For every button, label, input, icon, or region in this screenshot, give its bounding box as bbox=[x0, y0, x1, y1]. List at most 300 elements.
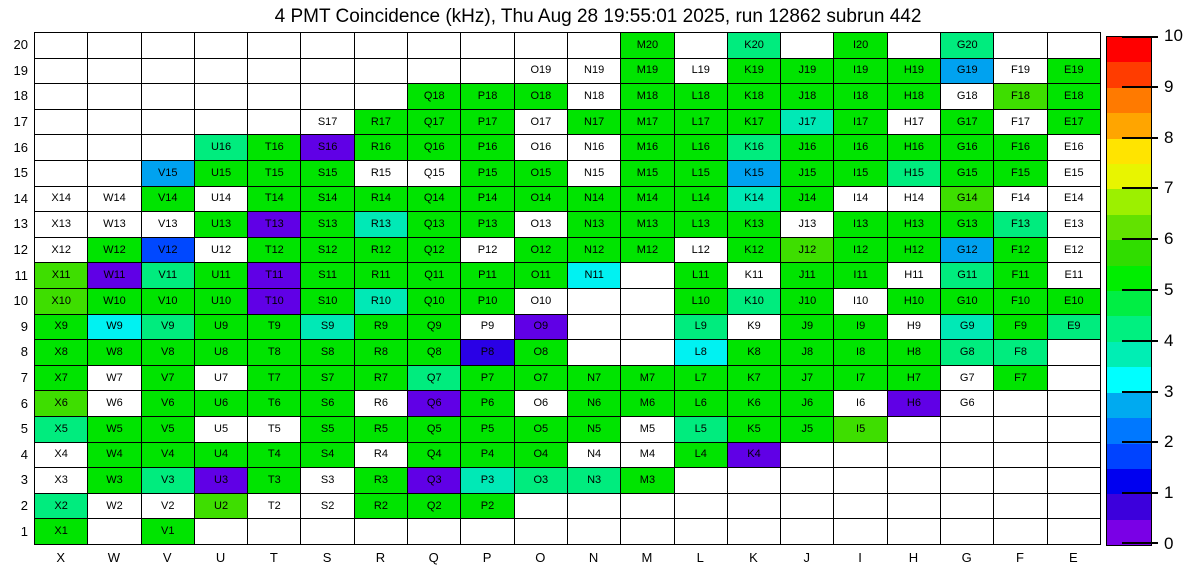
heatmap-cell-empty bbox=[195, 84, 248, 110]
x-axis-label: X bbox=[56, 549, 65, 565]
heatmap-cell-empty bbox=[1048, 33, 1101, 59]
x-axis-label: R bbox=[375, 549, 386, 565]
heatmap-cell: T6 bbox=[248, 391, 301, 417]
heatmap-cell-empty bbox=[88, 519, 141, 545]
heatmap-cell: R12 bbox=[355, 238, 408, 264]
heatmap-cell: I5 bbox=[834, 417, 887, 443]
heatmap-cell: L11 bbox=[675, 263, 728, 289]
heatmap-cell: G11 bbox=[941, 263, 994, 289]
heatmap-cell: E9 bbox=[1048, 315, 1101, 341]
y-axis-label: 6 bbox=[20, 395, 28, 411]
colorbar-tick-label: 0 bbox=[1164, 534, 1174, 553]
heatmap-cell: R4 bbox=[355, 443, 408, 469]
heatmap-cell-empty bbox=[248, 110, 301, 136]
heatmap-cell-empty bbox=[88, 33, 141, 59]
heatmap-cell: U10 bbox=[195, 289, 248, 315]
heatmap-cell: J16 bbox=[781, 135, 834, 161]
heatmap-cell-empty bbox=[88, 161, 141, 187]
heatmap-cell: J7 bbox=[781, 366, 834, 392]
heatmap-cell: F16 bbox=[994, 135, 1047, 161]
heatmap-cell: P16 bbox=[461, 135, 514, 161]
heatmap-cell: G13 bbox=[941, 212, 994, 238]
heatmap-cell-empty bbox=[994, 417, 1047, 443]
colorbar-band bbox=[1107, 444, 1151, 469]
colorbar-band bbox=[1107, 62, 1151, 87]
heatmap-cell: K15 bbox=[728, 161, 781, 187]
heatmap-cell-empty bbox=[1048, 391, 1101, 417]
heatmap-cell: P17 bbox=[461, 110, 514, 136]
heatmap-cell-empty bbox=[994, 468, 1047, 494]
y-axis-label: 10 bbox=[13, 293, 28, 309]
heatmap-cell: Q13 bbox=[408, 212, 461, 238]
x-axis-label: H bbox=[908, 549, 919, 565]
y-axis-label: 9 bbox=[20, 318, 28, 334]
heatmap-cell: R16 bbox=[355, 135, 408, 161]
heatmap-cell: K5 bbox=[728, 417, 781, 443]
heatmap-cell: P8 bbox=[461, 340, 514, 366]
heatmap-cell-empty bbox=[355, 519, 408, 545]
heatmap-cell: G14 bbox=[941, 187, 994, 213]
heatmap-cell: N11 bbox=[568, 263, 621, 289]
heatmap-cell: V1 bbox=[142, 519, 195, 545]
heatmap-cell: K17 bbox=[728, 110, 781, 136]
heatmap-cell-empty bbox=[88, 59, 141, 85]
heatmap-cell: Q7 bbox=[408, 366, 461, 392]
heatmap-cell: T10 bbox=[248, 289, 301, 315]
heatmap-cell: E10 bbox=[1048, 289, 1101, 315]
heatmap-cell: I10 bbox=[834, 289, 887, 315]
heatmap-cell: Q17 bbox=[408, 110, 461, 136]
heatmap-cell: N5 bbox=[568, 417, 621, 443]
heatmap-cell: O3 bbox=[515, 468, 568, 494]
heatmap-cell: V7 bbox=[142, 366, 195, 392]
heatmap-cell: N14 bbox=[568, 187, 621, 213]
colorbar-tick-label: 5 bbox=[1164, 280, 1174, 299]
colorbar-band bbox=[1107, 215, 1151, 240]
colorbar-tick-label: 8 bbox=[1164, 127, 1174, 147]
heatmap-cell-empty bbox=[888, 468, 941, 494]
heatmap-cell-empty bbox=[88, 135, 141, 161]
colorbar-band bbox=[1107, 291, 1151, 316]
heatmap-cell-empty bbox=[621, 289, 674, 315]
heatmap-cell: U11 bbox=[195, 263, 248, 289]
heatmap-cell: H7 bbox=[888, 366, 941, 392]
heatmap-cell: I6 bbox=[834, 391, 887, 417]
heatmap-cell: F9 bbox=[994, 315, 1047, 341]
heatmap-grid bbox=[34, 32, 1101, 545]
heatmap-cell-empty bbox=[834, 443, 887, 469]
colorbar-band bbox=[1107, 469, 1151, 494]
heatmap-cell: V14 bbox=[142, 187, 195, 213]
x-axis bbox=[34, 547, 1100, 567]
heatmap-cell: I12 bbox=[834, 238, 887, 264]
colorbar-tick-label: 3 bbox=[1164, 381, 1174, 401]
heatmap-cell: L7 bbox=[675, 366, 728, 392]
colorbar-band bbox=[1107, 393, 1151, 418]
heatmap-cell: P18 bbox=[461, 84, 514, 110]
colorbar-band bbox=[1107, 139, 1151, 164]
heatmap-cell: O15 bbox=[515, 161, 568, 187]
heatmap-cell: P13 bbox=[461, 212, 514, 238]
x-axis-label: N bbox=[588, 549, 599, 565]
colorbar-band bbox=[1107, 189, 1151, 214]
y-axis bbox=[0, 32, 28, 544]
heatmap-cell: M3 bbox=[621, 468, 674, 494]
heatmap-cell: X14 bbox=[35, 187, 88, 213]
x-axis-label: U bbox=[215, 549, 226, 565]
heatmap-cell-empty bbox=[515, 494, 568, 520]
heatmap-cell: P14 bbox=[461, 187, 514, 213]
heatmap-cell-empty bbox=[1048, 340, 1101, 366]
heatmap-cell: X1 bbox=[35, 519, 88, 545]
heatmap-cell: S9 bbox=[301, 315, 354, 341]
heatmap-cell-empty bbox=[781, 468, 834, 494]
heatmap-cell: K12 bbox=[728, 238, 781, 264]
heatmap-cell: W3 bbox=[88, 468, 141, 494]
heatmap-cell-empty bbox=[675, 33, 728, 59]
heatmap-cell: T13 bbox=[248, 212, 301, 238]
heatmap-cell: P3 bbox=[461, 468, 514, 494]
heatmap-cell-empty bbox=[621, 340, 674, 366]
heatmap-cell: U4 bbox=[195, 443, 248, 469]
heatmap-cell: X5 bbox=[35, 417, 88, 443]
colorbar-tick-label: 1 bbox=[1164, 483, 1174, 503]
heatmap-cell: L10 bbox=[675, 289, 728, 315]
heatmap-cell: O19 bbox=[515, 59, 568, 85]
heatmap-cell: U15 bbox=[195, 161, 248, 187]
heatmap-cell: H8 bbox=[888, 340, 941, 366]
heatmap-cell: R14 bbox=[355, 187, 408, 213]
y-axis-label: 4 bbox=[20, 446, 28, 462]
heatmap-cell: J12 bbox=[781, 238, 834, 264]
heatmap-cell: S11 bbox=[301, 263, 354, 289]
heatmap-cell: V9 bbox=[142, 315, 195, 341]
x-axis-label: W bbox=[107, 549, 121, 565]
heatmap-cell-empty bbox=[994, 519, 1047, 545]
heatmap-cell: I20 bbox=[834, 33, 887, 59]
heatmap-cell: M16 bbox=[621, 135, 674, 161]
heatmap-cell: N7 bbox=[568, 366, 621, 392]
heatmap-cell-empty bbox=[888, 33, 941, 59]
heatmap-cell-empty bbox=[941, 417, 994, 443]
heatmap-cell-empty bbox=[994, 443, 1047, 469]
colorbar-tick-label: 6 bbox=[1164, 229, 1174, 249]
heatmap-cell: P5 bbox=[461, 417, 514, 443]
heatmap-cell: R9 bbox=[355, 315, 408, 341]
heatmap-cell: R11 bbox=[355, 263, 408, 289]
heatmap-cell: T8 bbox=[248, 340, 301, 366]
heatmap-cell: P2 bbox=[461, 494, 514, 520]
heatmap-cell: M12 bbox=[621, 238, 674, 264]
heatmap-cell: T2 bbox=[248, 494, 301, 520]
chart-title: 4 PMT Coincidence (kHz), Thu Aug 28 19:55:01 2025, run 12862 subrun 442 bbox=[274, 6, 922, 27]
heatmap-cell-empty bbox=[941, 443, 994, 469]
heatmap-cell-empty bbox=[675, 519, 728, 545]
heatmap-cell: G9 bbox=[941, 315, 994, 341]
heatmap-cell: O16 bbox=[515, 135, 568, 161]
heatmap-cell-empty bbox=[248, 59, 301, 85]
heatmap-cell: S17 bbox=[301, 110, 354, 136]
heatmap-cell: X8 bbox=[35, 340, 88, 366]
heatmap-cell: Q18 bbox=[408, 84, 461, 110]
heatmap-cell: X10 bbox=[35, 289, 88, 315]
heatmap-cell: O10 bbox=[515, 289, 568, 315]
x-axis-label: K bbox=[749, 549, 758, 565]
heatmap-cell: R10 bbox=[355, 289, 408, 315]
heatmap-cell: J9 bbox=[781, 315, 834, 341]
heatmap-cell: K6 bbox=[728, 391, 781, 417]
heatmap-cell: U2 bbox=[195, 494, 248, 520]
heatmap-cell: L16 bbox=[675, 135, 728, 161]
heatmap-cell: L12 bbox=[675, 238, 728, 264]
heatmap-cell-empty bbox=[142, 33, 195, 59]
heatmap-cell: W9 bbox=[88, 315, 141, 341]
heatmap-cell-empty bbox=[568, 33, 621, 59]
heatmap-cell: H13 bbox=[888, 212, 941, 238]
heatmap-cell: G7 bbox=[941, 366, 994, 392]
heatmap-cell: O13 bbox=[515, 212, 568, 238]
heatmap-cell: E17 bbox=[1048, 110, 1101, 136]
x-axis-label: I bbox=[858, 549, 862, 565]
heatmap-cell: F12 bbox=[994, 238, 1047, 264]
heatmap-cell: M14 bbox=[621, 187, 674, 213]
heatmap-cell: T9 bbox=[248, 315, 301, 341]
heatmap-cell: I13 bbox=[834, 212, 887, 238]
colorbar-tick-label: 2 bbox=[1164, 432, 1174, 452]
heatmap-cell: G8 bbox=[941, 340, 994, 366]
heatmap-cell: H17 bbox=[888, 110, 941, 136]
heatmap-cell: K19 bbox=[728, 59, 781, 85]
heatmap-cell-empty bbox=[888, 494, 941, 520]
heatmap-cell: R2 bbox=[355, 494, 408, 520]
x-axis-label: J bbox=[803, 549, 811, 565]
heatmap-cell-empty bbox=[142, 59, 195, 85]
heatmap-cell-empty bbox=[355, 59, 408, 85]
heatmap-cell: L14 bbox=[675, 187, 728, 213]
colorbar-band bbox=[1107, 113, 1151, 138]
heatmap-cell: U5 bbox=[195, 417, 248, 443]
y-axis-label: 11 bbox=[14, 267, 28, 283]
heatmap-cell: Q11 bbox=[408, 263, 461, 289]
colorbar-band bbox=[1107, 88, 1151, 113]
heatmap-cell-empty bbox=[301, 84, 354, 110]
heatmap-cell: P15 bbox=[461, 161, 514, 187]
heatmap-cell: J10 bbox=[781, 289, 834, 315]
heatmap-cell: J13 bbox=[781, 212, 834, 238]
heatmap-cell-empty bbox=[142, 135, 195, 161]
heatmap-cell: W8 bbox=[88, 340, 141, 366]
heatmap-cell: O12 bbox=[515, 238, 568, 264]
colorbar-tick-label: 10 bbox=[1164, 26, 1183, 45]
heatmap-cell: S15 bbox=[301, 161, 354, 187]
y-axis-label: 13 bbox=[13, 216, 28, 232]
heatmap-cell: H14 bbox=[888, 187, 941, 213]
colorbar-band bbox=[1107, 266, 1151, 291]
colorbar-band bbox=[1107, 520, 1151, 545]
colorbar-tick-label: 4 bbox=[1164, 330, 1174, 350]
heatmap-cell: X4 bbox=[35, 443, 88, 469]
heatmap-cell-empty bbox=[408, 519, 461, 545]
heatmap-cell-empty bbox=[941, 519, 994, 545]
heatmap-cell-empty bbox=[35, 59, 88, 85]
heatmap-cell-empty bbox=[834, 468, 887, 494]
heatmap-cell: R8 bbox=[355, 340, 408, 366]
heatmap-cell: M13 bbox=[621, 212, 674, 238]
heatmap-cell: M20 bbox=[621, 33, 674, 59]
heatmap-cell-empty bbox=[994, 494, 1047, 520]
heatmap-cell: J17 bbox=[781, 110, 834, 136]
heatmap-cell: I16 bbox=[834, 135, 887, 161]
colorbar bbox=[1106, 36, 1152, 546]
heatmap-cell: E18 bbox=[1048, 84, 1101, 110]
heatmap-cell-empty bbox=[195, 519, 248, 545]
heatmap-cell: F18 bbox=[994, 84, 1047, 110]
heatmap-cell: N16 bbox=[568, 135, 621, 161]
heatmap-cell: Q10 bbox=[408, 289, 461, 315]
heatmap-cell-empty bbox=[621, 494, 674, 520]
heatmap-cell-empty bbox=[195, 110, 248, 136]
heatmap-cell: L4 bbox=[675, 443, 728, 469]
heatmap-cell: Q2 bbox=[408, 494, 461, 520]
heatmap-cell: F11 bbox=[994, 263, 1047, 289]
heatmap-cell: N18 bbox=[568, 84, 621, 110]
heatmap-cell: K11 bbox=[728, 263, 781, 289]
heatmap-cell: S14 bbox=[301, 187, 354, 213]
heatmap-cell: E12 bbox=[1048, 238, 1101, 264]
heatmap-cell: U9 bbox=[195, 315, 248, 341]
heatmap-cell: X9 bbox=[35, 315, 88, 341]
y-axis-label: 18 bbox=[13, 88, 28, 104]
heatmap-cell: G19 bbox=[941, 59, 994, 85]
heatmap-cell: R3 bbox=[355, 468, 408, 494]
heatmap-cell: V15 bbox=[142, 161, 195, 187]
heatmap-cell: H19 bbox=[888, 59, 941, 85]
heatmap-cell: W6 bbox=[88, 391, 141, 417]
heatmap-cell: I14 bbox=[834, 187, 887, 213]
heatmap-cell: H9 bbox=[888, 315, 941, 341]
heatmap-cell: X6 bbox=[35, 391, 88, 417]
heatmap-cell-empty bbox=[301, 519, 354, 545]
y-axis-label: 1 bbox=[20, 523, 28, 539]
heatmap-cell: W5 bbox=[88, 417, 141, 443]
heatmap-cell: I15 bbox=[834, 161, 887, 187]
heatmap-cell: M19 bbox=[621, 59, 674, 85]
heatmap-cell: U3 bbox=[195, 468, 248, 494]
heatmap-cell-empty bbox=[728, 468, 781, 494]
heatmap-cell: N15 bbox=[568, 161, 621, 187]
heatmap-cell: W11 bbox=[88, 263, 141, 289]
heatmap-cell: W10 bbox=[88, 289, 141, 315]
heatmap-cell-empty bbox=[88, 110, 141, 136]
heatmap-cell: S7 bbox=[301, 366, 354, 392]
y-axis-label: 12 bbox=[13, 242, 28, 258]
heatmap-cell: M18 bbox=[621, 84, 674, 110]
heatmap-cell: L15 bbox=[675, 161, 728, 187]
heatmap-cell: L17 bbox=[675, 110, 728, 136]
heatmap-cell: I19 bbox=[834, 59, 887, 85]
heatmap-cell-empty bbox=[355, 84, 408, 110]
heatmap-cell: I18 bbox=[834, 84, 887, 110]
heatmap-cell: M4 bbox=[621, 443, 674, 469]
heatmap-cell: K20 bbox=[728, 33, 781, 59]
colorbar-band bbox=[1107, 164, 1151, 189]
heatmap-cell-empty bbox=[675, 468, 728, 494]
heatmap-cell: P10 bbox=[461, 289, 514, 315]
heatmap-cell: I11 bbox=[834, 263, 887, 289]
heatmap-cell: N13 bbox=[568, 212, 621, 238]
heatmap-cell: E15 bbox=[1048, 161, 1101, 187]
heatmap-cell: O4 bbox=[515, 443, 568, 469]
heatmap-cell: V5 bbox=[142, 417, 195, 443]
heatmap-cell: G6 bbox=[941, 391, 994, 417]
heatmap-cell: W7 bbox=[88, 366, 141, 392]
heatmap-cell: J14 bbox=[781, 187, 834, 213]
heatmap-cell: K9 bbox=[728, 315, 781, 341]
heatmap-cell-empty bbox=[142, 84, 195, 110]
heatmap-cell: I8 bbox=[834, 340, 887, 366]
y-axis-label: 20 bbox=[13, 37, 28, 53]
heatmap-cell: F13 bbox=[994, 212, 1047, 238]
heatmap-cell-empty bbox=[781, 443, 834, 469]
heatmap-cell: O14 bbox=[515, 187, 568, 213]
heatmap-cell: G20 bbox=[941, 33, 994, 59]
heatmap-cell: P11 bbox=[461, 263, 514, 289]
heatmap-cell: S6 bbox=[301, 391, 354, 417]
heatmap-cell-empty bbox=[568, 315, 621, 341]
heatmap-cell: Q3 bbox=[408, 468, 461, 494]
heatmap-cell-empty bbox=[568, 519, 621, 545]
heatmap-cell: E16 bbox=[1048, 135, 1101, 161]
heatmap-cell: T12 bbox=[248, 238, 301, 264]
heatmap-cell: E13 bbox=[1048, 212, 1101, 238]
heatmap-cell-empty bbox=[461, 519, 514, 545]
heatmap-cell: M17 bbox=[621, 110, 674, 136]
heatmap-cell: V10 bbox=[142, 289, 195, 315]
heatmap-cell: E14 bbox=[1048, 187, 1101, 213]
heatmap-cell: K16 bbox=[728, 135, 781, 161]
heatmap-cell: J19 bbox=[781, 59, 834, 85]
heatmap-cell: S8 bbox=[301, 340, 354, 366]
heatmap-cell-empty bbox=[888, 417, 941, 443]
heatmap-cell: V2 bbox=[142, 494, 195, 520]
colorbar-band bbox=[1107, 494, 1151, 519]
heatmap-cell: N6 bbox=[568, 391, 621, 417]
heatmap-cell: O5 bbox=[515, 417, 568, 443]
heatmap-cell-empty bbox=[195, 59, 248, 85]
heatmap-cell: J15 bbox=[781, 161, 834, 187]
heatmap-cell: H10 bbox=[888, 289, 941, 315]
heatmap-cell: Q16 bbox=[408, 135, 461, 161]
heatmap-cell: L13 bbox=[675, 212, 728, 238]
y-axis-label: 2 bbox=[20, 497, 28, 513]
heatmap-cell-empty bbox=[728, 494, 781, 520]
heatmap-cell: L6 bbox=[675, 391, 728, 417]
heatmap-cell-empty bbox=[408, 59, 461, 85]
heatmap-cell: I17 bbox=[834, 110, 887, 136]
heatmap-cell: K10 bbox=[728, 289, 781, 315]
y-axis-label: 16 bbox=[13, 139, 28, 155]
heatmap-cell: T3 bbox=[248, 468, 301, 494]
heatmap-cell: L8 bbox=[675, 340, 728, 366]
heatmap-cell: W12 bbox=[88, 238, 141, 264]
heatmap-cell: M5 bbox=[621, 417, 674, 443]
y-axis-label: 5 bbox=[20, 421, 28, 437]
heatmap-cell-empty bbox=[834, 494, 887, 520]
heatmap-cell: Q9 bbox=[408, 315, 461, 341]
heatmap-cell: V12 bbox=[142, 238, 195, 264]
heatmap-cell: O6 bbox=[515, 391, 568, 417]
heatmap-cell: P6 bbox=[461, 391, 514, 417]
